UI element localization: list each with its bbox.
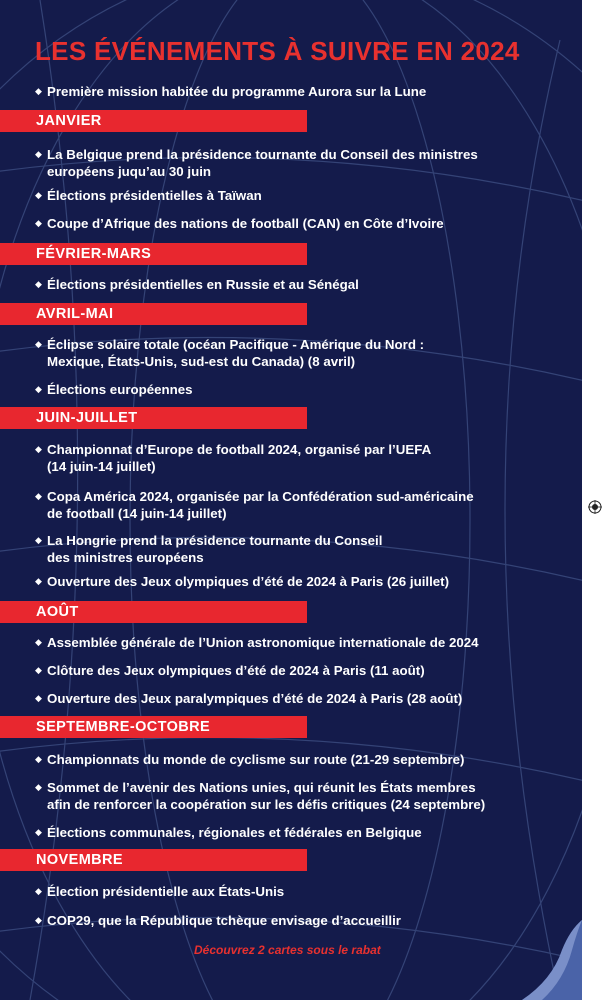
bullet-icon: ◆: [35, 535, 42, 545]
event-item: [35, 441, 431, 475]
event-text-line: afin de renforcer la coopération sur les défis critiques (24 septembre): [47, 797, 486, 812]
event-item: [35, 381, 193, 398]
event-item: [35, 215, 444, 232]
bullet-icon: ◆: [35, 190, 42, 200]
event-text-line: La Hongrie prend la présidence tournante du Conseil: [47, 533, 383, 548]
bullet-icon: ◆: [35, 754, 42, 764]
bullet-icon: ◆: [35, 782, 42, 792]
bullet-icon: ◆: [35, 339, 42, 349]
event-text-line: Championnat d’Europe de football 2024, organisé par l’UEFA: [47, 442, 432, 457]
footer-note: Découvrez 2 cartes sous le rabat: [194, 943, 381, 957]
bullet-icon: ◆: [35, 279, 42, 289]
event-text-line: Ouverture des Jeux paralympiques d’été de 2024 à Paris (28 août): [47, 691, 463, 706]
event-text-line: Mexique, États-Unis, sud-est du Canada) (8 avril): [47, 354, 356, 369]
event-text-line: des ministres européens: [47, 550, 204, 565]
section-header: NOVEMBRE: [0, 849, 307, 871]
section-header: JANVIER: [0, 110, 307, 132]
bullet-icon: ◆: [35, 665, 42, 675]
bullet-icon: ◆: [35, 693, 42, 703]
event-text-line: Élections présidentielles à Taïwan: [47, 188, 262, 203]
event-text-line: Élections européennes: [47, 382, 193, 397]
event-text-line: Copa América 2024, organisée par la Confédération sud-américaine: [47, 489, 474, 504]
event-text-line: Clôture des Jeux olympiques d’été de 2024 à Paris (11 août): [47, 663, 425, 678]
event-item: [35, 662, 425, 679]
bullet-icon: ◆: [35, 637, 42, 647]
event-text-line: Éclipse solaire totale (océan Pacifique - Amérique du Nord :: [47, 337, 425, 352]
event-text-line: Coupe d’Afrique des nations de football (CAN) en Côte d’Ivoire: [47, 216, 444, 231]
event-item: [35, 824, 422, 841]
event-item: [35, 336, 424, 370]
page-curl-graphic: [522, 920, 582, 1000]
section-header: SEPTEMBRE-OCTOBRE: [0, 716, 307, 738]
bullet-icon: ◆: [35, 827, 42, 837]
event-item: [35, 751, 464, 768]
event-text-line: Championnats du monde de cyclisme sur route (21-29 septembre): [47, 752, 465, 767]
bullet-icon: ◆: [35, 86, 42, 96]
section-header: JUIN-JUILLET: [0, 407, 307, 429]
event-item: [35, 634, 479, 651]
page-title: LES ÉVÉNEMENTS À SUIVRE EN 2024: [35, 36, 520, 66]
event-item: [35, 488, 474, 522]
event-text-line: Élections communales, régionales et fédérales en Belgique: [47, 825, 422, 840]
event-text-line: de football (14 juin-14 juillet): [47, 506, 227, 521]
event-text-line: Assemblée générale de l’Union astronomique internationale de 2024: [47, 635, 479, 650]
bullet-icon: ◆: [35, 915, 42, 925]
section-header: FÉVRIER-MARS: [0, 243, 307, 265]
bullet-icon: ◆: [35, 886, 42, 896]
event-item: [35, 276, 359, 293]
event-text-line: (14 juin-14 juillet): [47, 459, 156, 474]
event-item: [35, 146, 478, 180]
section-header: AOÛT: [0, 601, 307, 623]
bullet-icon: ◆: [35, 444, 42, 454]
event-text-line: Élections présidentielles en Russie et au Sénégal: [47, 277, 359, 292]
intro-event: [35, 83, 426, 100]
event-text-line: européens juqu’au 30 juin: [47, 164, 212, 179]
bullet-icon: ◆: [35, 384, 42, 394]
bullet-icon: ◆: [35, 491, 42, 501]
event-item: [35, 187, 262, 204]
event-item: [35, 912, 401, 929]
event-item: [35, 883, 284, 900]
event-text-line: Sommet de l’avenir des Nations unies, qui réunit les États membres: [47, 780, 476, 795]
registration-mark-icon: [588, 500, 602, 514]
event-text-line: COP29, que la République tchèque envisage d’accueillir: [47, 913, 401, 928]
bullet-icon: ◆: [35, 149, 42, 159]
event-text-line: Ouverture des Jeux olympiques d’été de 2024 à Paris (26 juillet): [47, 574, 450, 589]
event-item: [35, 779, 485, 813]
event-item: [35, 690, 462, 707]
event-item: [35, 532, 382, 566]
event-text-line: La Belgique prend la présidence tournante du Conseil des ministres: [47, 147, 478, 162]
bullet-icon: ◆: [35, 218, 42, 228]
event-text-line: Première mission habitée du programme Aurora sur la Lune: [47, 84, 427, 99]
bullet-icon: ◆: [35, 576, 42, 586]
event-item: [35, 573, 449, 590]
event-text-line: Élection présidentielle aux États-Unis: [47, 884, 285, 899]
section-header: AVRIL-MAI: [0, 303, 307, 325]
